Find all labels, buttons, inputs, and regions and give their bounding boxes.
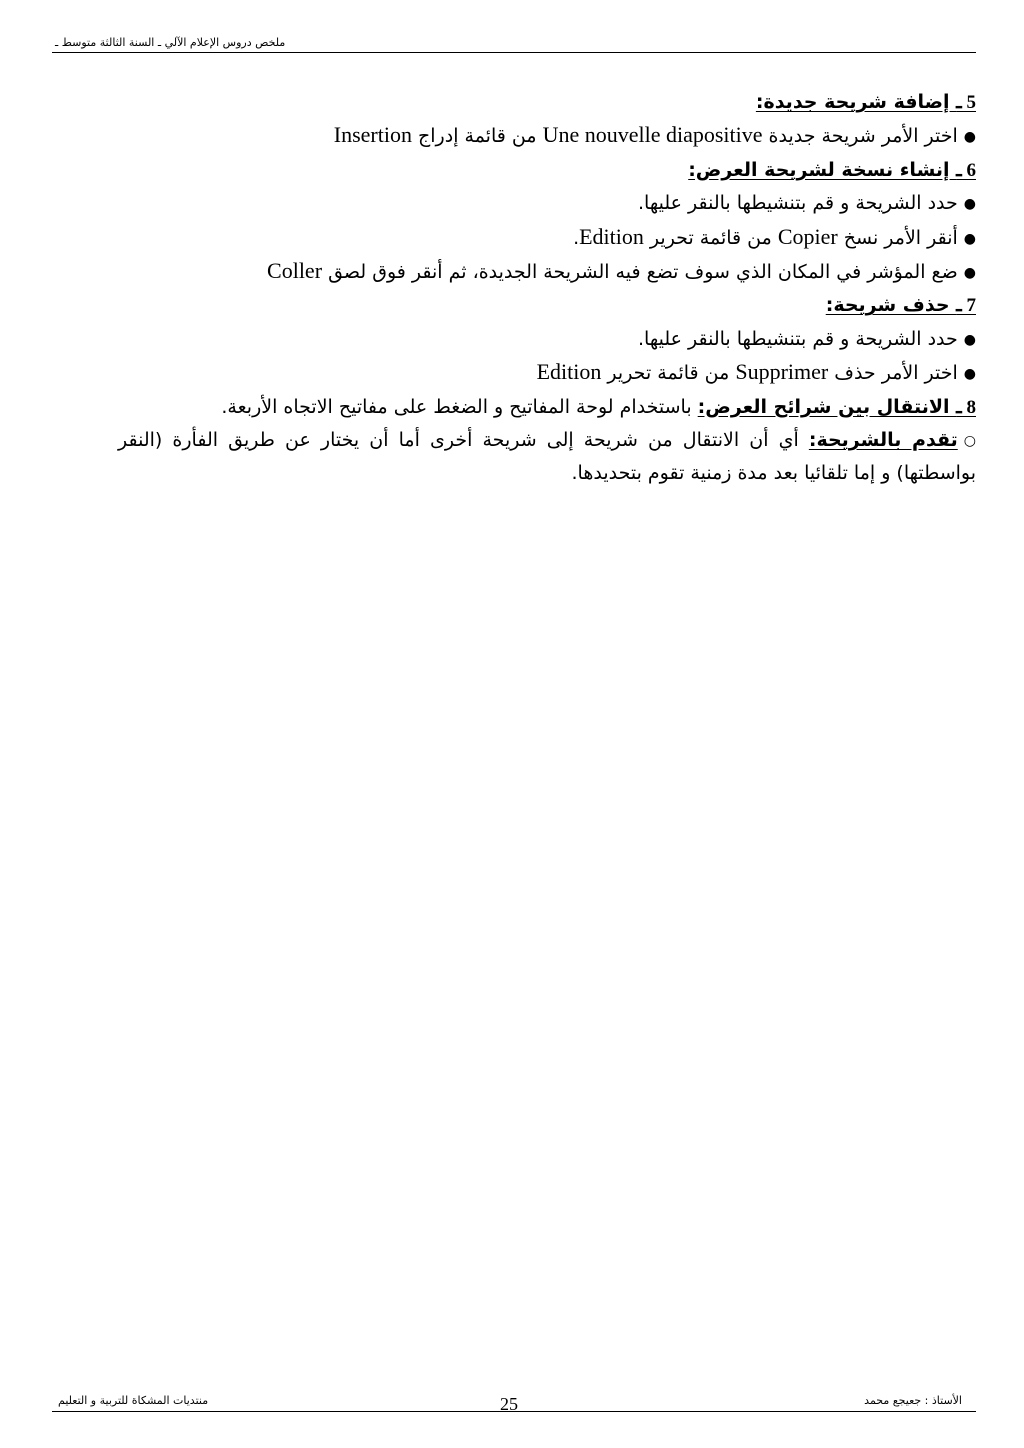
menu-name: Edition — [536, 359, 602, 385]
bullet-icon: ● — [963, 331, 976, 348]
item-punctuation: . — [573, 226, 580, 249]
bullet-icon: ● — [963, 230, 976, 247]
item-text: ضع المؤشر في المكان الذي سوف تضع فيه الشريحة الجديدة، ثم أنقر فوق لصق — [322, 261, 958, 284]
item-text: من قائمة إدراج — [411, 125, 543, 148]
section-number: 7 ـ — [956, 295, 976, 317]
item-text: أنقر الأمر نسخ — [837, 226, 958, 249]
menu-command-name: Copier — [777, 223, 838, 249]
menu-command-name: Une nouvelle diapositive — [542, 122, 763, 148]
hollow-bullet-icon: ○ — [963, 433, 976, 450]
section-5-heading — [118, 86, 976, 119]
section-title: إضافة شريحة جديدة: — [755, 91, 950, 113]
footer-forum-name: منتديات المشكاة للتربية و التعليم — [58, 1394, 209, 1407]
item-text: من قائمة تحرير — [643, 226, 778, 249]
list-item — [118, 119, 976, 153]
item-text: اختر الأمر شريحة جديدة — [762, 125, 958, 148]
section-8-line — [118, 391, 976, 424]
menu-command-name: Supprimer — [735, 359, 829, 385]
section-8-heading — [698, 396, 976, 418]
section-title: إنشاء نسخة لشريحة العرض: — [688, 158, 950, 181]
list-item — [118, 356, 976, 390]
section-title: الانتقال بين شرائح العرض: — [697, 395, 950, 418]
page-number: 25 — [500, 1394, 518, 1414]
item-text: حدد الشريحة و قم بتنشيطها بالنقر عليها. — [638, 327, 958, 350]
footer-divider — [52, 1411, 976, 1412]
menu-name: Edition — [579, 223, 644, 249]
section-title: حذف شريحة: — [825, 294, 950, 317]
bullet-icon: ● — [963, 129, 976, 146]
list-item — [118, 323, 976, 356]
footer-teacher-name: الأستاذ : جعيجع محمد — [864, 1394, 962, 1407]
list-item — [118, 255, 976, 289]
document-body — [118, 86, 976, 490]
list-item — [118, 187, 976, 220]
sub-list-item — [118, 424, 976, 490]
menu-name: Insertion — [333, 122, 412, 148]
section-7-heading — [118, 289, 976, 322]
page-header-title: ملخص دروس الإعلام الآلي ـ السنة الثالثة متوسط ـ — [55, 36, 286, 49]
item-text: اختر الأمر حذف — [828, 362, 958, 385]
section-text: باستخدام لوحة المفاتيح و الضغط على مفاتيح الاتجاه الأربعة. — [221, 395, 698, 418]
section-number: 6 ـ — [956, 159, 976, 181]
bullet-icon: ● — [963, 196, 976, 213]
menu-command-name: Coller — [267, 258, 323, 284]
bullet-icon: ● — [963, 265, 976, 282]
sub-item-text: أي أن الانتقال من شريحة إلى شريحة أخرى أما أن يختار عن طريق الفأرة (النقر بواسطتها) و إما تلقائيا بعد مدة زمنية تقوم بتحديدها. — [118, 429, 976, 485]
section-number: 8 ـ — [956, 396, 976, 418]
list-item — [118, 221, 976, 255]
bullet-icon: ● — [963, 366, 976, 383]
section-6-heading — [118, 154, 976, 187]
section-number: 5 ـ — [956, 92, 976, 113]
header-divider — [52, 52, 976, 53]
item-text: من قائمة تحرير — [601, 362, 736, 385]
sub-item-label: تقدم بالشريحة: — [808, 429, 958, 452]
item-text: حدد الشريحة و قم بتنشيطها بالنقر عليها. — [638, 192, 958, 215]
